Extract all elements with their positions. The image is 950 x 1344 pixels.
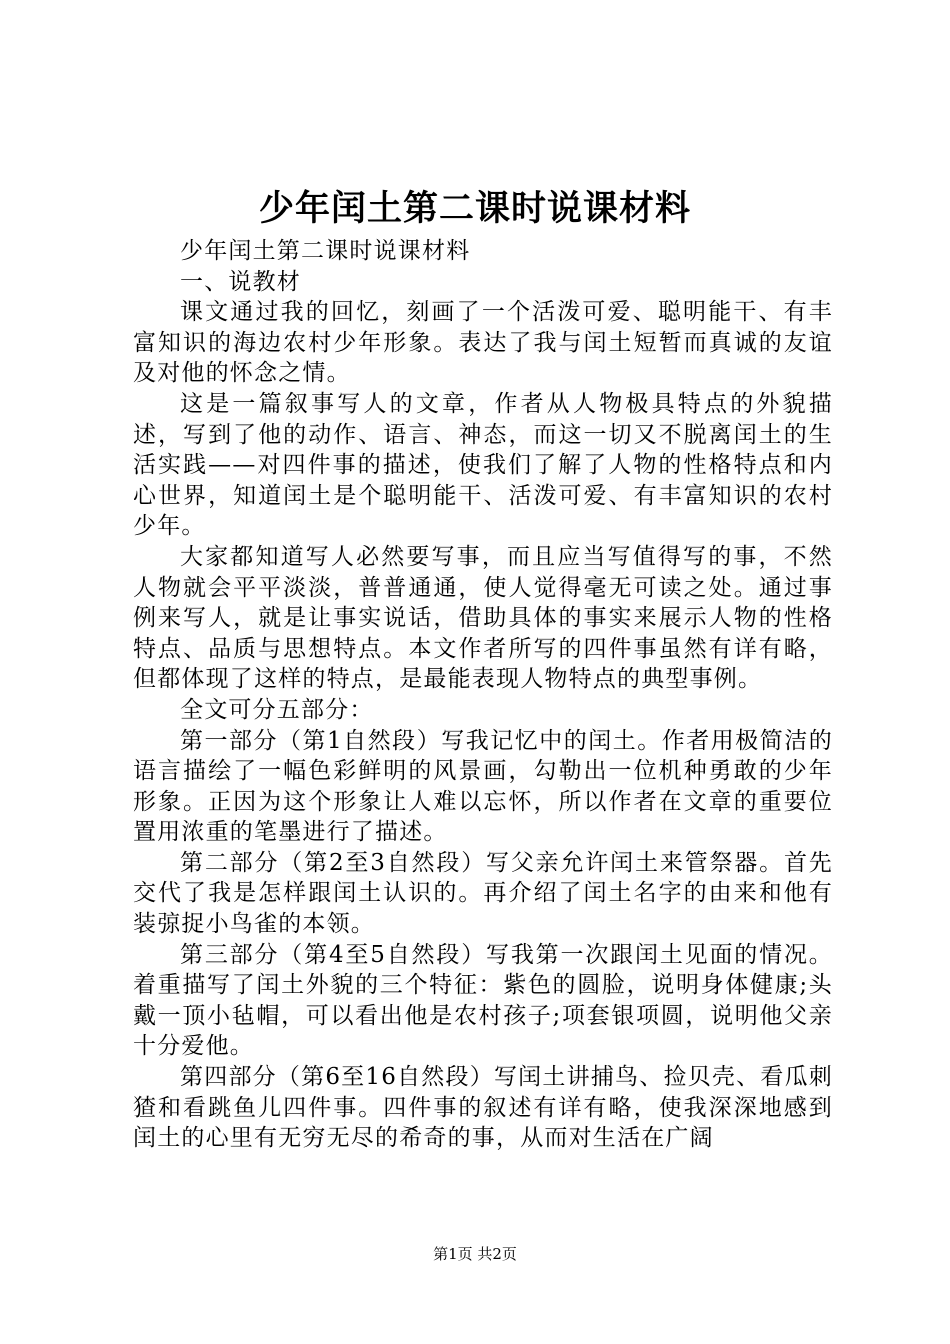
page-footer: 第1页 共2页 xyxy=(433,1245,517,1263)
paragraph: 第三部分（第4至5自然段）写我第一次跟闰土见面的情况。着重描写了闰土外貌的三个特征：紫色的圆脸，说明身体健康;头戴一顶小毡帽，可以看出他是农村孩子;项套银项圆，说明他父亲十分爱他。 xyxy=(133,941,833,1060)
document-title: 少年闰土第二课时说课材料 xyxy=(258,188,691,229)
document-body xyxy=(133,236,833,1154)
paragraph: 一、说教材 xyxy=(180,268,301,295)
paragraph: 大家都知道写人必然要写事，而且应当写值得写的事，不然人物就会平平淡淡，普普通通，使人觉得毫无可读之处。通过事例来写人，就是让事实说话，借助具体的事实来展示人物的性格特点、品质与思想特点。本文作者所写的四件事虽然有详有略，但都体现了这样的特点，是最能表现人物特点的典型事例。 xyxy=(133,543,833,693)
paragraph: 第一部分（第1自然段）写我记忆中的闰土。作者用极简洁的语言描绘了一幅色彩鲜明的风景画，勾勒出一位机种勇敢的少年形象。正因为这个形象让人难以忘怀，所以作者在文章的重要位置用浓重的笔墨进行了描述。 xyxy=(133,727,833,846)
paragraph: 第二部分（第2至3自然段）写父亲允许闰土来管祭器。首先交代了我是怎样跟闰土认识的。再介绍了闰土名字的由来和他有装弶捉小鸟雀的本领。 xyxy=(133,849,833,938)
paragraph: 这是一篇叙事写人的文章，作者从人物极具特点的外貌描述，写到了他的动作、语言、神态，而这一切又不脱离闰土的生活实践——对四件事的描述，使我们了解了人物的性格特点和内心世界，知道闰土是个聪明能干、活泼可爱、有丰富知识的农村少年。 xyxy=(133,390,833,540)
paragraph: 课文通过我的回忆，刻画了一个活泼可爱、聪明能干、有丰富知识的海边农村少年形象。表达了我与闰土短暂而真诚的友谊及对他的怀念之情。 xyxy=(133,299,833,387)
paragraph: 少年闰土第二课时说课材料 xyxy=(180,238,471,264)
paragraph: 全文可分五部分： xyxy=(180,696,374,723)
paragraph: 第四部分（第6至16自然段）写闰土讲捕鸟、捡贝壳、看瓜刺猹和看跳鱼儿四件事。四件事的叙述有详有略，使我深深地感到闰土的心里有无穷无尽的希奇的事，从而对生活在广阔 xyxy=(133,1064,833,1152)
